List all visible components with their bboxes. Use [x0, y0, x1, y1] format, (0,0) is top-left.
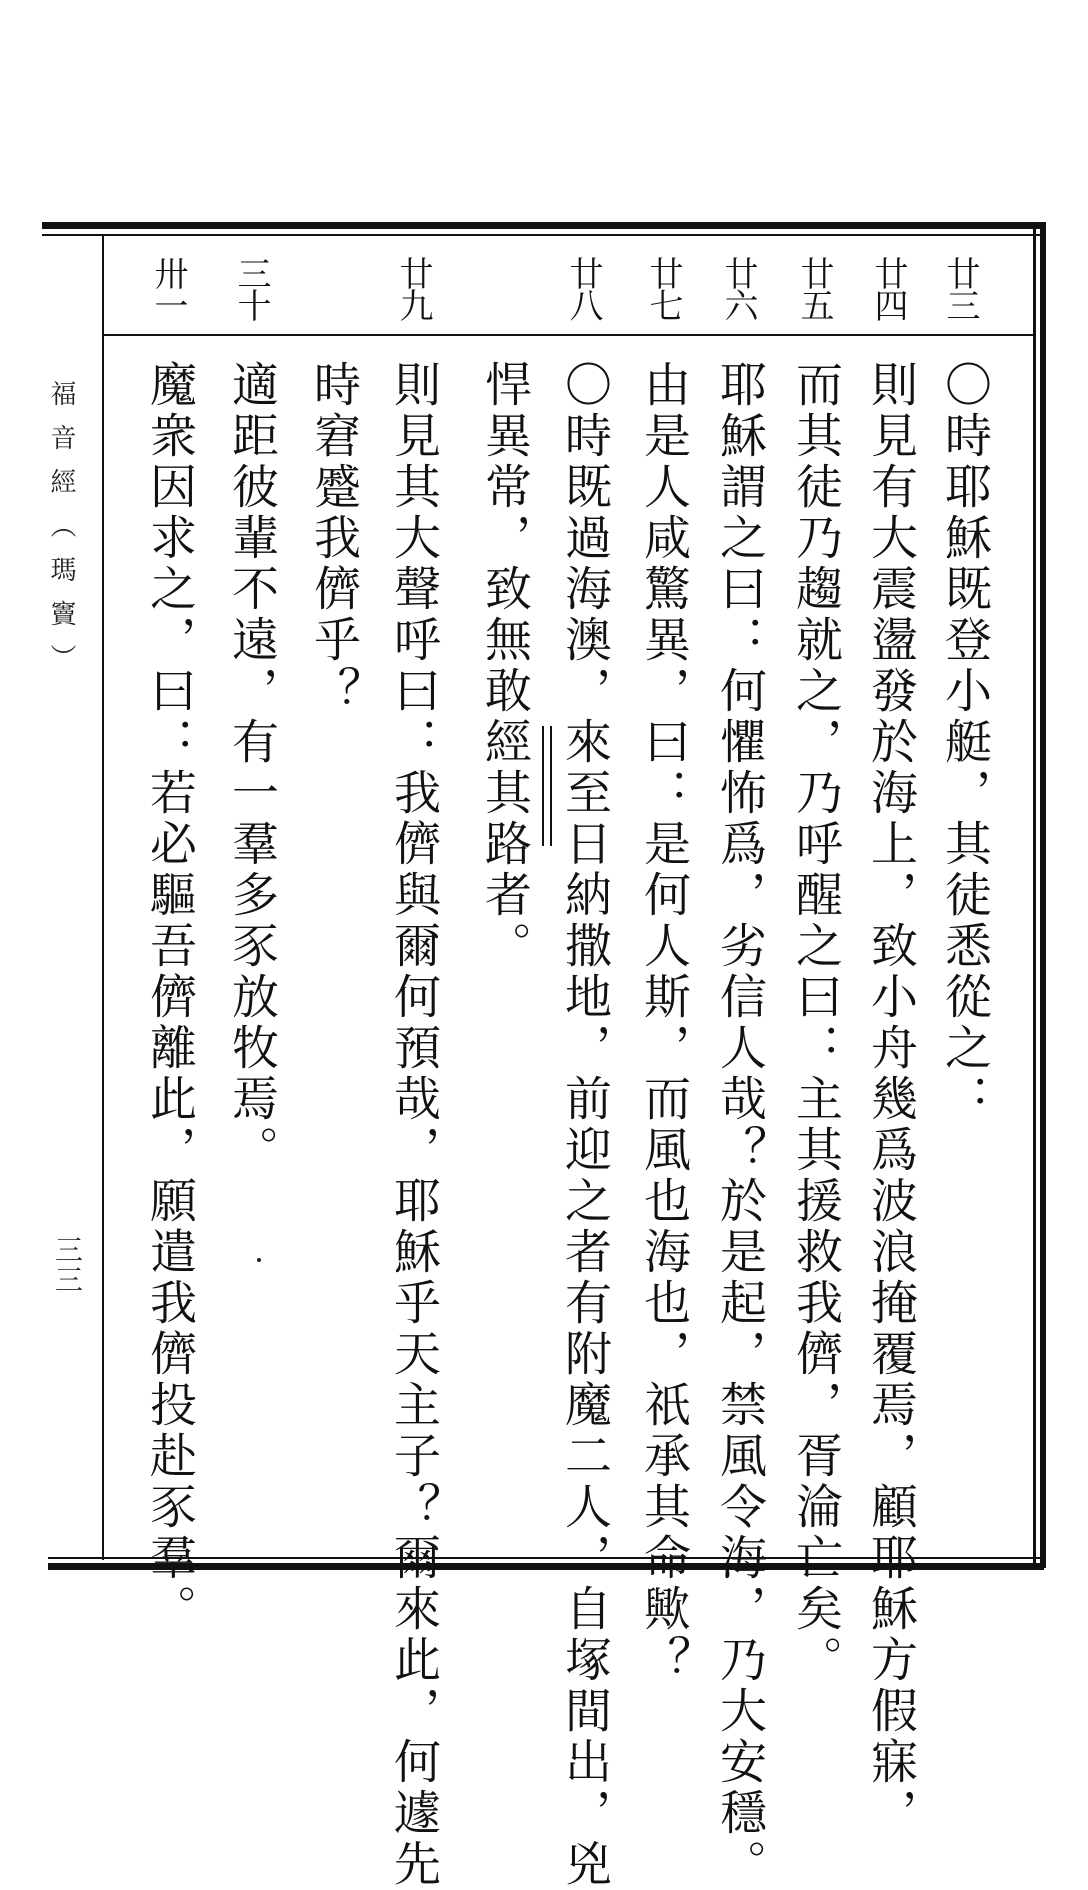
verse-number: 廿五 [794, 256, 834, 320]
text-line: 適距彼輩不遠，有一羣多豕放牧焉。 [224, 360, 279, 1176]
top-border-thick [42, 222, 1042, 229]
text-line: 則見其大聲呼曰：我儕與爾何預哉，耶穌乎天主子？爾來此，何遽先 [386, 360, 441, 1890]
verse-number: 廿四 [868, 256, 908, 320]
text-line: 則見有大震盪發於海上，致小舟幾爲波浪掩覆焉，顧耶穌方假寐， [863, 360, 918, 1839]
text-line: 魔衆因求之，曰：若必驅吾儕離此，願遣我儕投赴豕羣。 [142, 360, 197, 1635]
text-line: 耶穌謂之曰：何懼怖爲，劣信人哉？於是起，禁風令海，乃大安穩。 [712, 360, 767, 1890]
folio-number: 三三 [51, 1235, 84, 1295]
text-line: 悍異常，致無敢經其路者。 [477, 360, 532, 972]
verse-number: 廿七 [643, 256, 683, 320]
verse-number: 三十 [231, 256, 271, 320]
proper-name-mark [542, 726, 552, 846]
verse-number: 廿六 [718, 256, 758, 320]
text-line: 時窘蹙我儕乎？ [306, 360, 361, 717]
right-border-thick [1040, 222, 1046, 1568]
top-border-thin [42, 234, 1042, 236]
verse-number: 廿三 [940, 256, 980, 320]
text-line: 而其徒乃趨就之，乃呼醒之曰：主其援救我儕，胥淪亡矣。 [788, 360, 843, 1686]
verse-number: 廿九 [393, 256, 433, 320]
verse-number: 卅一 [148, 256, 188, 320]
text-line: 〇時耶穌既登小艇，其徒悉從之： [937, 360, 992, 1125]
running-title: 福音經（瑪竇） [46, 380, 76, 688]
text-line: 由是人咸驚異，曰：是何人斯，而風也海也，祇承其命歟？ [636, 360, 691, 1686]
verse-number: 廿八 [563, 256, 603, 320]
text-line: 〇時既過海澳，來至日納撒地，前迎之者有附魔二人，自塚間出，兇 [557, 360, 612, 1890]
ink-dot [257, 1258, 261, 1262]
verse-number-separator [104, 334, 1033, 336]
right-border-thin [1033, 222, 1036, 1568]
left-border [102, 236, 104, 1560]
